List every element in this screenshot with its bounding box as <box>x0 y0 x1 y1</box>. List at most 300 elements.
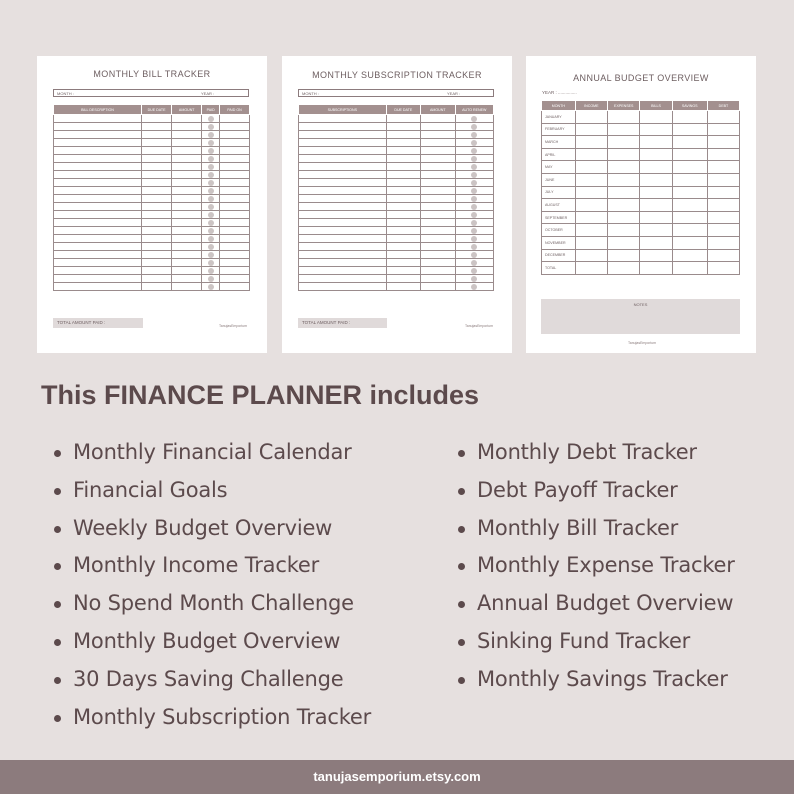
checkbox-circle-icon <box>208 140 214 146</box>
month-label: NOVEMBER <box>542 236 576 249</box>
checkbox-circle-icon <box>208 180 214 186</box>
table-cell <box>202 139 220 147</box>
table-cell <box>172 171 202 179</box>
table-cell <box>219 227 249 235</box>
table-cell <box>172 211 202 219</box>
annual-col-header: BILLS <box>640 101 672 111</box>
table-cell <box>202 155 220 163</box>
table-cell <box>142 267 172 275</box>
annual-col-header: EXPENSES <box>607 101 640 111</box>
table-cell <box>672 161 707 174</box>
table-cell <box>219 251 249 259</box>
table-cell <box>455 187 493 195</box>
table-cell <box>172 267 202 275</box>
table-cell <box>672 148 707 161</box>
table-cell <box>54 115 142 123</box>
checkbox-circle-icon <box>208 116 214 122</box>
table-cell <box>299 227 387 235</box>
table-cell <box>640 262 672 275</box>
table-cell <box>172 131 202 139</box>
checkbox-circle-icon <box>208 196 214 202</box>
feature-list-item: Monthly Expense Tracker <box>458 547 735 585</box>
checkbox-circle-icon <box>471 172 477 178</box>
table-cell <box>707 262 739 275</box>
table-cell <box>386 243 420 251</box>
feature-list-item: Monthly Subscription Tracker <box>54 699 371 737</box>
table-cell <box>172 251 202 259</box>
table-cell <box>299 123 387 131</box>
table-cell <box>202 163 220 171</box>
table-cell <box>421 139 456 147</box>
table-row <box>542 249 740 262</box>
checkbox-circle-icon <box>471 220 477 226</box>
table-cell <box>219 131 249 139</box>
table-cell <box>707 136 739 149</box>
table-row <box>54 227 250 235</box>
table-cell <box>707 123 739 136</box>
annual-overview-table <box>541 100 740 275</box>
footer-store-url[interactable]: tanujasemporium.etsy.com <box>0 760 794 794</box>
annual-col-header: SAVINGS <box>672 101 707 111</box>
table-cell <box>421 155 456 163</box>
table-cell <box>421 187 456 195</box>
table-cell <box>202 187 220 195</box>
table-cell <box>455 227 493 235</box>
table-cell <box>202 203 220 211</box>
bill-col-header: PAID <box>202 105 220 115</box>
table-cell <box>202 115 220 123</box>
table-cell <box>421 171 456 179</box>
table-row <box>542 111 740 124</box>
table-cell <box>640 173 672 186</box>
feature-list-item: Monthly Bill Tracker <box>458 510 735 548</box>
feature-list-item: 30 Days Saving Challenge <box>54 661 371 699</box>
annual-notes-box: NOTES <box>541 299 740 334</box>
checkbox-circle-icon <box>471 148 477 154</box>
table-cell <box>421 163 456 171</box>
table-row <box>299 179 494 187</box>
table-cell <box>219 139 249 147</box>
table-cell <box>142 179 172 187</box>
table-cell <box>54 139 142 147</box>
table-cell <box>219 195 249 203</box>
table-cell <box>386 259 420 267</box>
table-cell <box>219 147 249 155</box>
table-cell <box>386 179 420 187</box>
checkbox-circle-icon <box>208 188 214 194</box>
table-cell <box>386 195 420 203</box>
checkbox-circle-icon <box>471 164 477 170</box>
table-row <box>542 123 740 136</box>
table-row <box>54 147 250 155</box>
table-cell <box>607 123 640 136</box>
table-cell <box>575 224 607 237</box>
checkbox-circle-icon <box>208 260 214 266</box>
table-cell <box>202 219 220 227</box>
table-cell <box>54 155 142 163</box>
table-cell <box>172 147 202 155</box>
checkbox-circle-icon <box>208 284 214 290</box>
subscription-tracker-title: MONTHLY SUBSCRIPTION TRACKER <box>312 70 482 80</box>
table-cell <box>299 267 387 275</box>
table-cell <box>172 115 202 123</box>
table-cell <box>219 283 249 291</box>
table-row <box>542 186 740 199</box>
table-cell <box>386 123 420 131</box>
table-cell <box>54 219 142 227</box>
table-row <box>54 123 250 131</box>
subscription-month-label: MONTH : <box>302 91 319 96</box>
table-cell <box>172 179 202 187</box>
table-cell <box>421 179 456 187</box>
feature-list-right <box>458 434 735 699</box>
table-row <box>299 267 494 275</box>
table-cell <box>54 235 142 243</box>
annual-year-label: YEAR : ............... <box>542 90 577 95</box>
table-row <box>54 187 250 195</box>
table-cell <box>202 179 220 187</box>
table-cell <box>142 203 172 211</box>
checkbox-circle-icon <box>471 204 477 210</box>
table-cell <box>455 283 493 291</box>
checkbox-circle-icon <box>471 180 477 186</box>
table-cell <box>219 219 249 227</box>
table-cell <box>54 267 142 275</box>
table-cell <box>142 171 172 179</box>
table-cell <box>421 235 456 243</box>
table-cell <box>202 267 220 275</box>
table-cell <box>142 131 172 139</box>
month-label: OCTOBER <box>542 224 576 237</box>
checkbox-circle-icon <box>471 252 477 258</box>
table-row <box>299 115 494 123</box>
table-cell <box>142 115 172 123</box>
table-cell <box>575 123 607 136</box>
table-cell <box>172 283 202 291</box>
table-row <box>299 283 494 291</box>
table-cell <box>421 227 456 235</box>
table-cell <box>386 115 420 123</box>
table-cell <box>219 179 249 187</box>
subscription-col-header: AUTO RENEW <box>455 105 493 115</box>
feature-list-item: Financial Goals <box>54 472 371 510</box>
table-row <box>542 224 740 237</box>
table-row <box>54 235 250 243</box>
table-cell <box>386 283 420 291</box>
table-cell <box>54 171 142 179</box>
table-cell <box>219 275 249 283</box>
table-row <box>299 195 494 203</box>
subscription-col-header: AMOUNT <box>421 105 456 115</box>
table-cell <box>142 235 172 243</box>
checkbox-circle-icon <box>208 132 214 138</box>
table-row <box>54 203 250 211</box>
table-cell <box>707 111 739 124</box>
table-cell <box>386 187 420 195</box>
annual-overview-preview <box>526 56 756 353</box>
annual-brand-mark: TanujasEmporium <box>628 341 657 345</box>
table-cell <box>142 211 172 219</box>
table-cell <box>299 203 387 211</box>
table-cell <box>142 251 172 259</box>
table-row <box>54 243 250 251</box>
checkbox-circle-icon <box>208 204 214 210</box>
table-cell <box>455 211 493 219</box>
table-cell <box>219 267 249 275</box>
table-cell <box>421 123 456 131</box>
table-cell <box>421 211 456 219</box>
table-cell <box>219 163 249 171</box>
table-cell <box>172 195 202 203</box>
table-cell <box>202 235 220 243</box>
subscription-tracker-preview <box>282 56 512 353</box>
table-cell <box>640 199 672 212</box>
table-cell <box>54 211 142 219</box>
table-row <box>299 163 494 171</box>
checkbox-circle-icon <box>471 236 477 242</box>
table-cell <box>54 259 142 267</box>
feature-list-item: Weekly Budget Overview <box>54 510 371 548</box>
table-cell <box>299 283 387 291</box>
table-cell <box>54 187 142 195</box>
table-cell <box>299 243 387 251</box>
table-cell <box>299 251 387 259</box>
table-row <box>299 211 494 219</box>
table-cell <box>142 195 172 203</box>
feature-list-item: Monthly Debt Tracker <box>458 434 735 472</box>
table-cell <box>640 186 672 199</box>
table-cell <box>172 163 202 171</box>
table-cell <box>455 243 493 251</box>
table-cell <box>575 236 607 249</box>
checkbox-circle-icon <box>471 212 477 218</box>
table-cell <box>421 131 456 139</box>
table-cell <box>202 123 220 131</box>
checkbox-circle-icon <box>471 132 477 138</box>
table-cell <box>672 211 707 224</box>
table-cell <box>386 275 420 283</box>
checkbox-circle-icon <box>471 260 477 266</box>
table-cell <box>202 131 220 139</box>
table-cell <box>172 259 202 267</box>
table-cell <box>299 195 387 203</box>
table-cell <box>386 219 420 227</box>
table-cell <box>54 163 142 171</box>
annual-col-header: INCOME <box>575 101 607 111</box>
table-row <box>54 283 250 291</box>
subscription-month-year-bar <box>298 89 494 97</box>
feature-list-item: Monthly Savings Tracker <box>458 661 735 699</box>
table-cell <box>202 171 220 179</box>
table-cell <box>707 161 739 174</box>
bill-col-header: PAID ON <box>219 105 249 115</box>
table-cell <box>607 148 640 161</box>
table-cell <box>607 211 640 224</box>
table-cell <box>707 224 739 237</box>
table-row <box>299 123 494 131</box>
table-cell <box>455 171 493 179</box>
table-cell <box>455 235 493 243</box>
checkbox-circle-icon <box>208 212 214 218</box>
table-row <box>54 139 250 147</box>
table-row <box>299 187 494 195</box>
table-cell <box>421 243 456 251</box>
table-row <box>299 227 494 235</box>
table-cell <box>142 275 172 283</box>
checkbox-circle-icon <box>208 172 214 178</box>
checkbox-circle-icon <box>471 268 477 274</box>
table-cell <box>299 259 387 267</box>
bill-tracker-title: MONTHLY BILL TRACKER <box>93 69 211 79</box>
table-cell <box>640 136 672 149</box>
table-row <box>542 211 740 224</box>
table-cell <box>299 139 387 147</box>
table-cell <box>299 235 387 243</box>
table-cell <box>386 203 420 211</box>
table-cell <box>54 243 142 251</box>
month-label: DECEMBER <box>542 249 576 262</box>
table-row <box>299 155 494 163</box>
table-cell <box>54 275 142 283</box>
feature-list-item: Monthly Income Tracker <box>54 547 371 585</box>
table-row <box>299 131 494 139</box>
table-cell <box>299 179 387 187</box>
feature-list-item: Annual Budget Overview <box>458 585 735 623</box>
table-cell <box>421 195 456 203</box>
table-cell <box>386 163 420 171</box>
table-cell <box>202 211 220 219</box>
table-row <box>299 171 494 179</box>
table-row <box>299 259 494 267</box>
table-cell <box>142 163 172 171</box>
checkbox-circle-icon <box>471 140 477 146</box>
table-cell <box>421 259 456 267</box>
table-cell <box>219 155 249 163</box>
table-cell <box>219 187 249 195</box>
checkbox-circle-icon <box>208 124 214 130</box>
table-cell <box>172 187 202 195</box>
table-cell <box>299 275 387 283</box>
table-cell <box>219 123 249 131</box>
month-label: JANUARY <box>542 111 576 124</box>
checkbox-circle-icon <box>471 244 477 250</box>
checkbox-circle-icon <box>471 124 477 130</box>
month-label: MAY <box>542 161 576 174</box>
table-cell <box>172 219 202 227</box>
bill-tracker-table <box>53 104 250 291</box>
table-cell <box>707 199 739 212</box>
table-cell <box>386 267 420 275</box>
table-cell <box>707 186 739 199</box>
checkbox-circle-icon <box>208 164 214 170</box>
table-row <box>54 179 250 187</box>
table-cell <box>172 275 202 283</box>
table-cell <box>672 249 707 262</box>
table-cell <box>607 111 640 124</box>
table-cell <box>421 267 456 275</box>
table-row <box>299 219 494 227</box>
table-row <box>299 235 494 243</box>
table-cell <box>640 161 672 174</box>
table-cell <box>142 147 172 155</box>
table-row <box>54 259 250 267</box>
table-cell <box>672 224 707 237</box>
table-cell <box>54 283 142 291</box>
table-cell <box>172 227 202 235</box>
table-cell <box>575 173 607 186</box>
table-cell <box>707 249 739 262</box>
table-cell <box>575 148 607 161</box>
table-cell <box>640 236 672 249</box>
bill-month-label: MONTH : <box>57 91 74 96</box>
checkbox-circle-icon <box>208 220 214 226</box>
table-cell <box>219 259 249 267</box>
month-label: TOTAL <box>542 262 576 275</box>
feature-list-left <box>54 434 371 736</box>
annual-overview-title: ANNUAL BUDGET OVERVIEW <box>573 73 709 83</box>
bill-month-year-bar <box>53 89 249 97</box>
table-row <box>542 236 740 249</box>
table-cell <box>172 203 202 211</box>
table-cell <box>386 235 420 243</box>
table-cell <box>142 243 172 251</box>
table-cell <box>54 195 142 203</box>
table-cell <box>707 173 739 186</box>
table-cell <box>54 251 142 259</box>
table-cell <box>707 236 739 249</box>
table-cell <box>54 179 142 187</box>
feature-list-item: Sinking Fund Tracker <box>458 623 735 661</box>
table-row <box>54 195 250 203</box>
table-cell <box>672 199 707 212</box>
checkbox-circle-icon <box>208 236 214 242</box>
table-cell <box>142 155 172 163</box>
table-row <box>299 275 494 283</box>
table-cell <box>299 211 387 219</box>
table-cell <box>607 199 640 212</box>
table-cell <box>672 111 707 124</box>
table-cell <box>607 249 640 262</box>
table-row <box>299 139 494 147</box>
table-cell <box>54 227 142 235</box>
table-cell <box>386 227 420 235</box>
bill-total-box: TOTAL AMOUNT PAID : <box>53 318 143 328</box>
table-cell <box>672 173 707 186</box>
table-cell <box>575 136 607 149</box>
table-cell <box>54 123 142 131</box>
table-cell <box>142 227 172 235</box>
table-cell <box>172 243 202 251</box>
table-row <box>542 173 740 186</box>
table-cell <box>299 155 387 163</box>
table-cell <box>219 235 249 243</box>
table-cell <box>299 131 387 139</box>
table-cell <box>672 136 707 149</box>
table-cell <box>219 243 249 251</box>
table-row <box>54 211 250 219</box>
checkbox-circle-icon <box>471 276 477 282</box>
table-cell <box>386 131 420 139</box>
table-cell <box>421 283 456 291</box>
subscription-brand-mark: TanujasEmporium <box>465 324 494 328</box>
table-cell <box>455 203 493 211</box>
table-row <box>299 203 494 211</box>
table-cell <box>299 163 387 171</box>
bill-tracker-preview <box>37 56 267 353</box>
table-row <box>299 147 494 155</box>
table-cell <box>607 224 640 237</box>
table-cell <box>172 139 202 147</box>
